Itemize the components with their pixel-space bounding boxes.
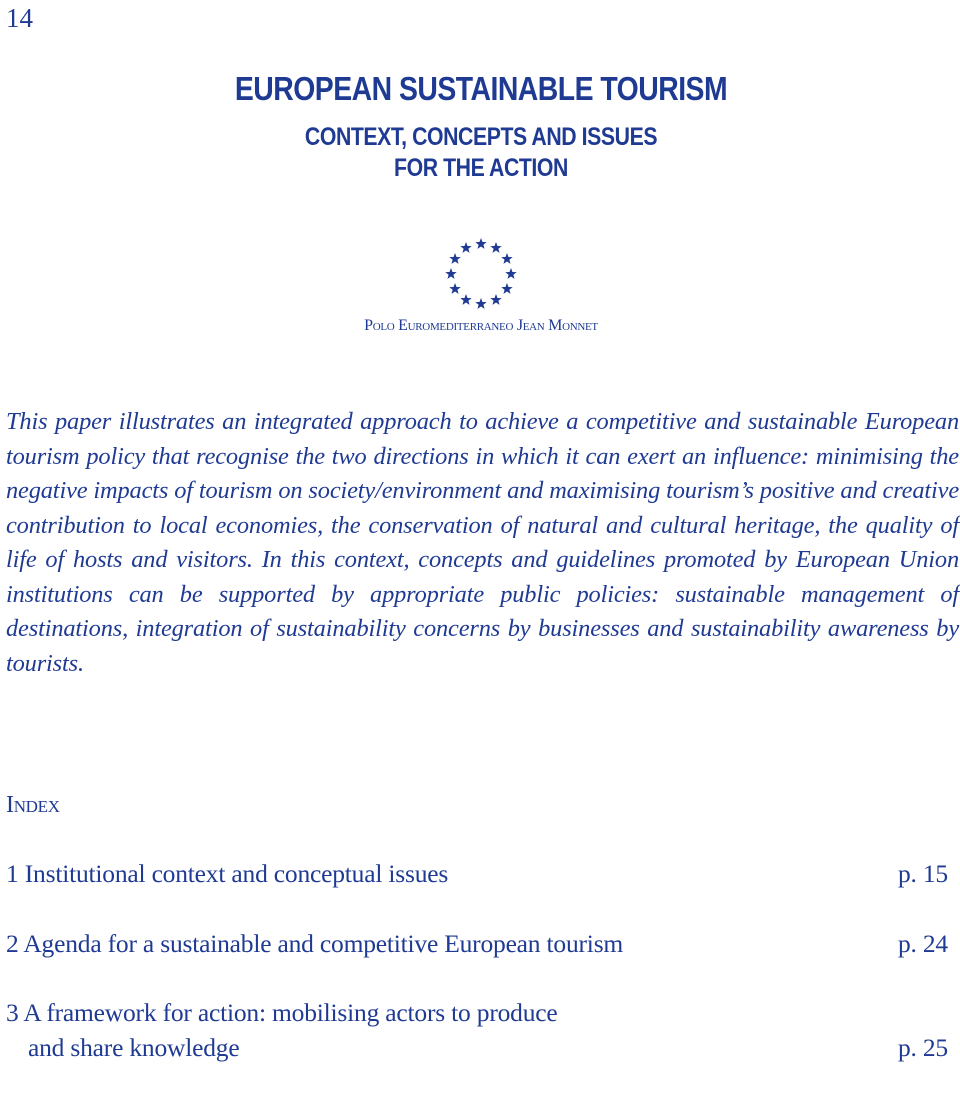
index-list — [6, 857, 948, 1100]
document-subtitle — [72, 122, 890, 184]
star-icon — [475, 298, 486, 309]
star-icon — [490, 294, 501, 305]
index-item-title-continuation: and share knowledge — [28, 1032, 240, 1062]
index-item-number: 1 — [6, 859, 19, 888]
star-icon — [475, 238, 486, 249]
star-icon — [501, 283, 512, 294]
index-item-page: p. 25 — [897, 1032, 948, 1062]
index-item-number: 2 — [6, 928, 19, 958]
star-icon — [505, 268, 516, 279]
index-item-2[interactable] — [6, 927, 948, 962]
subtitle-line-1: CONTEXT, CONCEPTS AND ISSUES — [304, 123, 658, 151]
document-title: EUROPEAN SUSTAINABLE TOURISM — [234, 70, 728, 107]
index-item-3[interactable] — [6, 996, 948, 1065]
index-item-label: Institutional context and conceptual issues — [24, 859, 449, 888]
star-icon — [501, 253, 512, 264]
subtitle-line-2: FOR THE ACTION — [394, 154, 568, 182]
index-item-label: Agenda for a sustainable and competitive European tourism — [23, 928, 624, 958]
index-item-number: 3 — [6, 998, 19, 1027]
institute-name: Polo Euromediterraneo Jean Monnet — [364, 317, 598, 334]
eu-stars-logo-icon — [443, 236, 519, 312]
page-number: 14 — [6, 3, 33, 33]
star-icon — [460, 294, 471, 305]
index-item-page: p. 15 — [897, 859, 948, 888]
index-heading: Index — [6, 792, 60, 818]
index-item-page: p. 24 — [897, 928, 948, 958]
star-icon — [449, 283, 460, 294]
index-item-title — [6, 927, 948, 962]
index-item-title — [6, 857, 948, 892]
star-icon — [460, 242, 471, 253]
star-icon — [445, 268, 456, 279]
index-item-title — [6, 996, 948, 1031]
abstract-paragraph: This paper illustrates an integrated approach to achieve a competitive and sustainable European tourism policy that recognise the two directions in which it can exert an influence: minimising the negative impacts of tourism on society/environment and maximising tourism’s positive and creative contribution to local economies, the conservation of natural and cultural heritage, the quality of life of hosts and visitors. In this context, concepts and guidelines promoted by European Union institutions can be supported by appropriate public policies: sustainable management of destinations, integration of sustainability concerns by businesses and sustainability awareness by tourists. — [6, 408, 959, 677]
index-item-1[interactable] — [6, 857, 948, 892]
star-icon — [449, 253, 460, 264]
index-item-label: A framework for action: mobilising actors to produce — [23, 998, 558, 1027]
star-icon — [490, 242, 501, 253]
